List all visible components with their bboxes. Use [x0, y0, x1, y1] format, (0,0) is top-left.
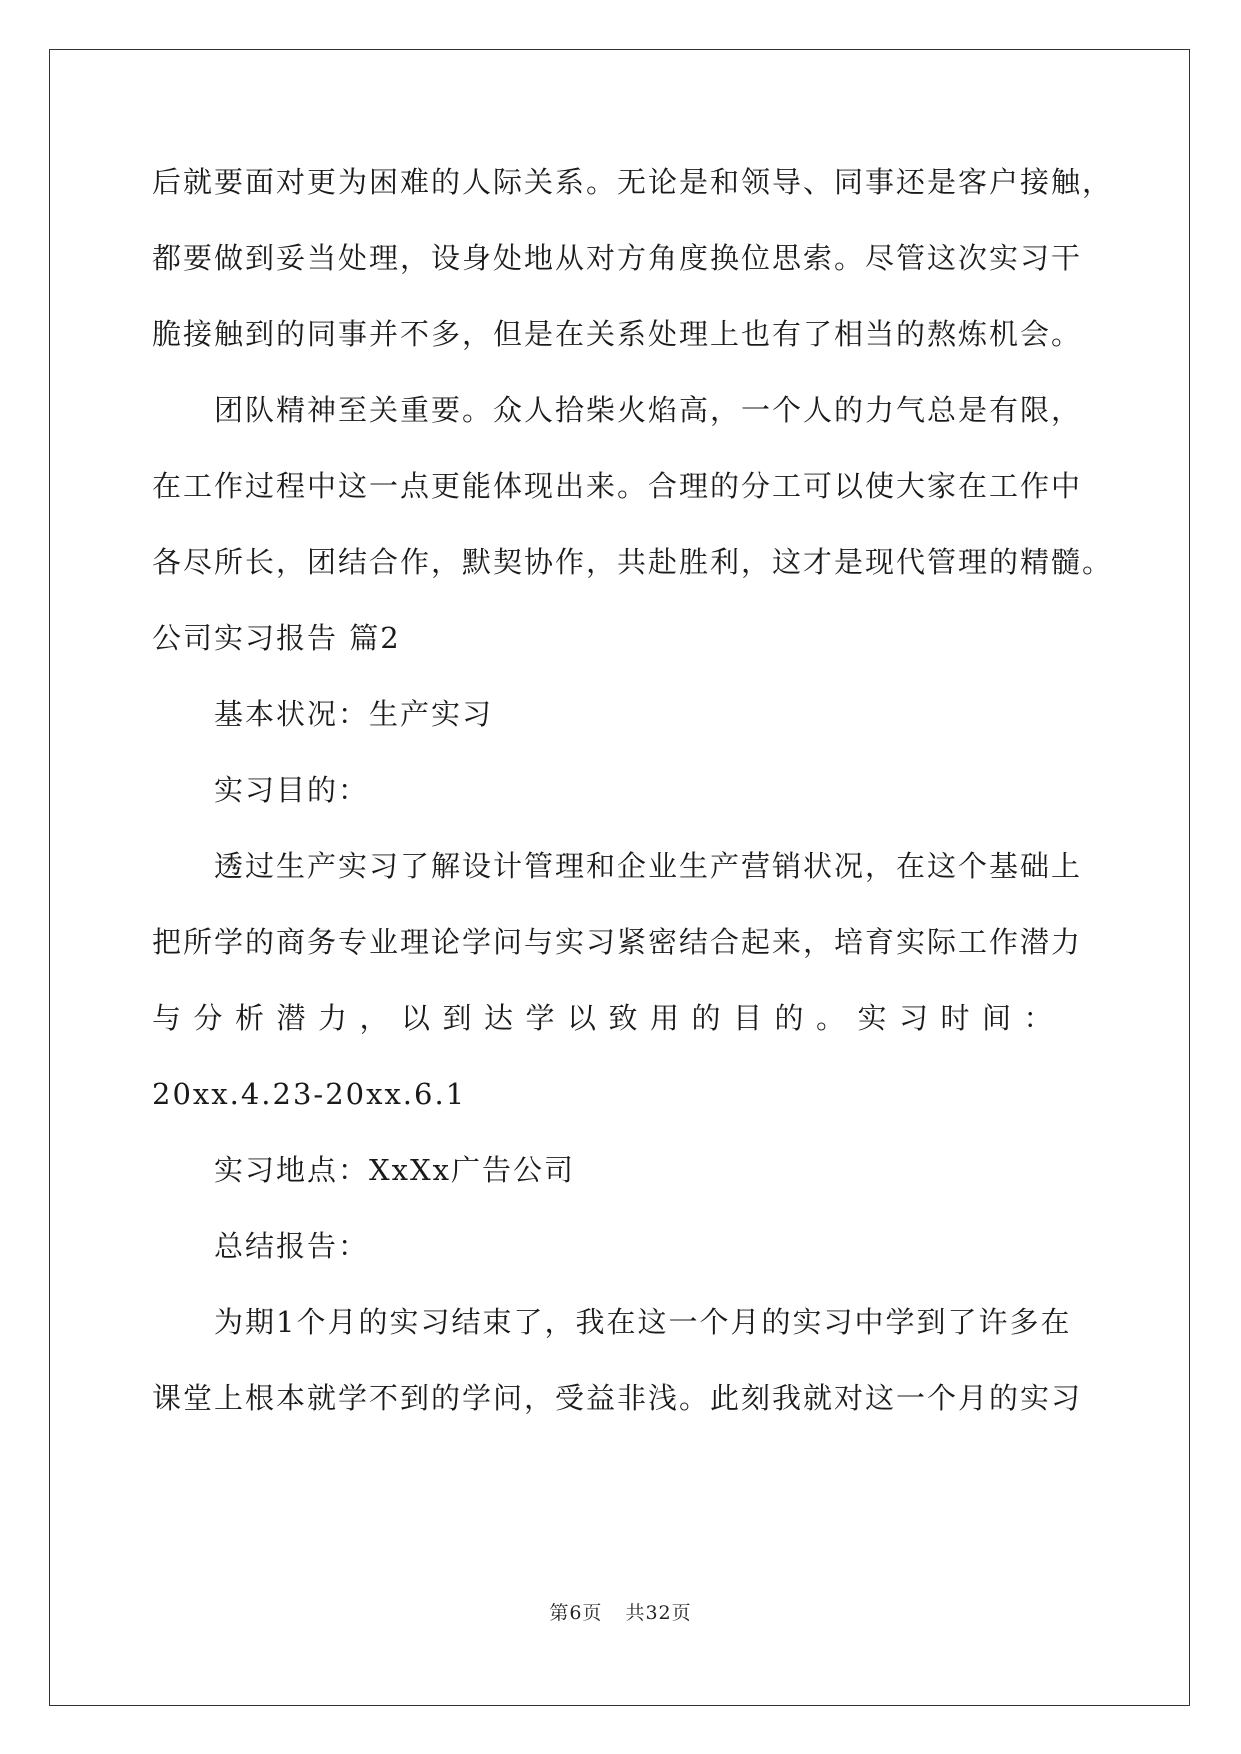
- section-heading: 公司实习报告 篇2: [152, 621, 401, 655]
- paragraph-line: 透过生产实习了解设计管理和企业生产营销状况，在这个基础上: [214, 849, 1083, 883]
- paragraph-line: 都要做到妥当处理，设身处地从对方角度换位思索。尽管这次实习干: [152, 241, 1083, 275]
- paragraph-line: 实习目的：: [214, 773, 370, 807]
- document-body: [152, 164, 1114, 1456]
- paragraph-line: 后就要面对更为困难的人际关系。无论是和领导、同事还是客户接触，: [152, 165, 1114, 199]
- paragraph-line: 基本状况：生产实习: [214, 697, 494, 731]
- paragraph-line: 在工作过程中这一点更能体现出来。合理的分工可以使大家在工作中: [152, 469, 1083, 503]
- paragraph-line: 把所学的商务专业理论学问与实习紧密结合起来，培育实际工作潜力: [152, 925, 1083, 959]
- paragraph-line: 20xx.4.23-20xx.6.1: [152, 1077, 467, 1111]
- page-number: 第6页: [549, 1602, 603, 1624]
- paragraph-line: 与分析潜力，以到达学以致用的目的。实习时间：: [152, 1001, 1066, 1035]
- paragraph-line: 脆接触到的同事并不多，但是在关系处理上也有了相当的熬炼机会。: [152, 317, 1083, 351]
- paragraph-line: 为期1个月的实习结束了，我在这一个月的实习中学到了许多在: [214, 1305, 1072, 1339]
- paragraph-line: 团队精神至关重要。众人拾柴火焰高，一个人的力气总是有限，: [214, 393, 1083, 427]
- paragraph-line: 实习地点：XxXx广告公司: [214, 1153, 576, 1187]
- page-total: 共32页: [625, 1602, 692, 1624]
- page-footer: [0, 1598, 1241, 1625]
- paragraph-line: 各尽所长，团结合作，默契协作，共赴胜利，这才是现代管理的精髓。: [152, 545, 1114, 579]
- paragraph-line: 课堂上根本就学不到的学问，受益非浅。此刻我就对这一个月的实习: [152, 1381, 1083, 1415]
- paragraph-line: 总结报告：: [214, 1229, 370, 1263]
